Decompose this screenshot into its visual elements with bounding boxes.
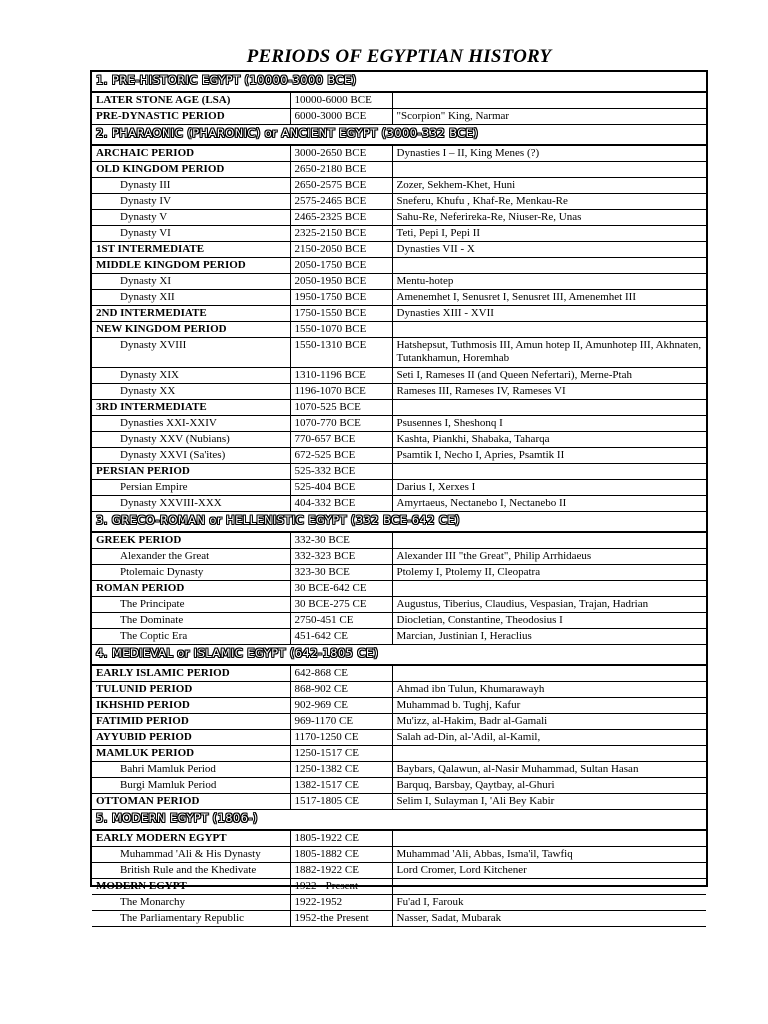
date-range-cell: 404-332 BCE (290, 496, 392, 512)
period-name-cell: EARLY ISLAMIC PERIOD (92, 665, 290, 682)
date-range-cell: 1950-1750 BCE (290, 290, 392, 306)
rulers-cell: Selim I, Sulayman I, 'Ali Bey Kabir (392, 794, 706, 810)
period-name-cell: PERSIAN PERIOD (92, 464, 290, 480)
period-row (92, 714, 706, 730)
period-row (92, 162, 706, 178)
date-range-cell: 1250-1517 CE (290, 746, 392, 762)
date-range-cell: 525-404 BCE (290, 480, 392, 496)
period-row (92, 665, 706, 682)
rulers-cell (392, 746, 706, 762)
date-range-cell: 868-902 CE (290, 682, 392, 698)
period-name-cell: Alexander the Great (92, 549, 290, 565)
rulers-cell: Fu'ad I, Farouk (392, 895, 706, 911)
period-name-cell: MAMLUK PERIOD (92, 746, 290, 762)
date-range-cell: 1750-1550 BCE (290, 306, 392, 322)
date-range-cell: 323-30 BCE (290, 565, 392, 581)
subperiod-row (92, 863, 706, 879)
rulers-cell: Amenemhet I, Senusret I, Senusret III, Amenemhet III (392, 290, 706, 306)
period-name-cell: MODERN EGYPT (92, 879, 290, 895)
date-range-cell: 2050-1950 BCE (290, 274, 392, 290)
period-name-cell: Bahri Mamluk Period (92, 762, 290, 778)
subperiod-row (92, 368, 706, 384)
period-name-cell: Dynasty III (92, 178, 290, 194)
rulers-cell: Kashta, Piankhi, Shabaka, Taharqa (392, 432, 706, 448)
date-range-cell: 1952-the Present (290, 911, 392, 927)
date-range-cell: 672-525 BCE (290, 448, 392, 464)
date-range-cell: 1250-1382 CE (290, 762, 392, 778)
date-range-cell: 525-332 BCE (290, 464, 392, 480)
rulers-cell (392, 400, 706, 416)
rulers-cell: Dynasties I – II, King Menes (?) (392, 145, 706, 162)
period-row (92, 322, 706, 338)
period-row (92, 682, 706, 698)
rulers-cell (392, 532, 706, 549)
rulers-cell: Mentu-hotep (392, 274, 706, 290)
period-name-cell: ARCHAIC PERIOD (92, 145, 290, 162)
period-name-cell: Dynasty V (92, 210, 290, 226)
section-heading: 2. PHARAONIC (PHARONIC) or ANCIENT EGYPT (3000-332 BCE) (92, 125, 706, 146)
rulers-cell: Psamtik I, Necho I, Apries, Psamtik II (392, 448, 706, 464)
period-name-cell: Dynasty XX (92, 384, 290, 400)
subperiod-row (92, 895, 706, 911)
period-name-cell: Muhammad 'Ali & His Dynasty (92, 847, 290, 863)
rulers-cell (392, 162, 706, 178)
section-heading: 4. MEDIEVAL or ISLAMIC EGYPT (642-1805 CE) (92, 645, 706, 666)
subperiod-row (92, 226, 706, 242)
period-row (92, 92, 706, 109)
date-range-cell: 2325-2150 BCE (290, 226, 392, 242)
rulers-cell: Dynasties VII - X (392, 242, 706, 258)
date-range-cell: 1382-1517 CE (290, 778, 392, 794)
subperiod-row (92, 762, 706, 778)
period-row (92, 109, 706, 125)
period-name-cell: TULUNID PERIOD (92, 682, 290, 698)
date-range-cell: 902-969 CE (290, 698, 392, 714)
period-name-cell: NEW KINGDOM PERIOD (92, 322, 290, 338)
period-name-cell: British Rule and the Khedivate (92, 863, 290, 879)
date-range-cell: 2650-2180 BCE (290, 162, 392, 178)
period-row (92, 532, 706, 549)
rulers-cell: Rameses III, Rameses IV, Rameses VI (392, 384, 706, 400)
rulers-cell: Dynasties XIII - XVII (392, 306, 706, 322)
date-range-cell: 1310-1196 BCE (290, 368, 392, 384)
rulers-cell (392, 830, 706, 847)
date-range-cell: 10000-6000 BCE (290, 92, 392, 109)
period-row (92, 730, 706, 746)
rulers-cell: Mu'izz, al-Hakim, Badr al-Gamali (392, 714, 706, 730)
period-name-cell: OLD KINGDOM PERIOD (92, 162, 290, 178)
period-row (92, 464, 706, 480)
date-range-cell: 1805-1922 CE (290, 830, 392, 847)
period-name-cell: Dynasty XII (92, 290, 290, 306)
period-row (92, 242, 706, 258)
subperiod-row (92, 565, 706, 581)
subperiod-row (92, 432, 706, 448)
period-name-cell: EARLY MODERN EGYPT (92, 830, 290, 847)
section-heading: 3. GRECO-ROMAN or HELLENISTIC EGYPT (332 BCE-642 CE) (92, 512, 706, 533)
section-header (92, 810, 706, 831)
period-name-cell: Persian Empire (92, 480, 290, 496)
period-row (92, 581, 706, 597)
date-range-cell: 2050-1750 BCE (290, 258, 392, 274)
period-name-cell: Dynasty XXV (Nubians) (92, 432, 290, 448)
page-title: PERIODS OF EGYPTIAN HISTORY (246, 46, 552, 67)
section-heading: 1. PRE-HISTORIC EGYPT (10000-3000 BCE) (92, 72, 706, 92)
rulers-cell: Diocletian, Constantine, Theodosius I (392, 613, 706, 629)
date-range-cell: 1070-525 BCE (290, 400, 392, 416)
period-row (92, 830, 706, 847)
subperiod-row (92, 448, 706, 464)
period-name-cell: The Parliamentary Republic (92, 911, 290, 927)
rulers-cell (392, 322, 706, 338)
section-header (92, 512, 706, 533)
date-range-cell: 332-323 BCE (290, 549, 392, 565)
date-range-cell: 1805-1882 CE (290, 847, 392, 863)
subperiod-row (92, 210, 706, 226)
date-range-cell: 451-642 CE (290, 629, 392, 645)
period-name-cell: Dynasty XI (92, 274, 290, 290)
history-table-frame (90, 70, 708, 924)
period-name-cell: Dynasty XIX (92, 368, 290, 384)
subperiod-row (92, 178, 706, 194)
date-range-cell: 1882-1922 CE (290, 863, 392, 879)
period-row (92, 258, 706, 274)
subperiod-row (92, 290, 706, 306)
period-name-cell: Dynasty XXVI (Sa'ites) (92, 448, 290, 464)
rulers-cell: Ptolemy I, Ptolemy II, Cleopatra (392, 565, 706, 581)
period-name-cell: Dynasty XVIII (92, 338, 290, 368)
rulers-cell: Muhammad b. Tughj, Kafur (392, 698, 706, 714)
date-range-cell: 1922 - Present (290, 879, 392, 895)
period-row (92, 306, 706, 322)
date-range-cell: 1517-1805 CE (290, 794, 392, 810)
period-name-cell: The Principate (92, 597, 290, 613)
rulers-cell (392, 258, 706, 274)
rulers-cell: Teti, Pepi I, Pepi II (392, 226, 706, 242)
period-name-cell: 1ST INTERMEDIATE (92, 242, 290, 258)
subperiod-row (92, 778, 706, 794)
section-heading: 5. MODERN EGYPT (1806-) (92, 810, 706, 831)
rulers-cell: Seti I, Rameses II (and Queen Nefertari), Merne-Ptah (392, 368, 706, 384)
rulers-cell: Nasser, Sadat, Mubarak (392, 911, 706, 927)
period-name-cell: OTTOMAN PERIOD (92, 794, 290, 810)
period-name-cell: Dynasty XXVIII-XXX (92, 496, 290, 512)
rulers-cell: Muhammad 'Ali, Abbas, Isma'il, Tawfiq (392, 847, 706, 863)
date-range-cell: 1170-1250 CE (290, 730, 392, 746)
date-range-cell: 3000-2650 BCE (290, 145, 392, 162)
period-row (92, 698, 706, 714)
rulers-cell: Augustus, Tiberius, Claudius, Vespasian, Trajan, Hadrian (392, 597, 706, 613)
period-name-cell: AYYUBID PERIOD (92, 730, 290, 746)
period-name-cell: Dynasty IV (92, 194, 290, 210)
rulers-cell: Amyrtaeus, Nectanebo I, Nectanebo II (392, 496, 706, 512)
period-row (92, 746, 706, 762)
date-range-cell: 2465-2325 BCE (290, 210, 392, 226)
period-name-cell: The Coptic Era (92, 629, 290, 645)
period-name-cell: PRE-DYNASTIC PERIOD (92, 109, 290, 125)
period-row (92, 879, 706, 895)
rulers-cell: Barquq, Barsbay, Qaytbay, al-Ghuri (392, 778, 706, 794)
subperiod-row (92, 597, 706, 613)
section-header (92, 645, 706, 666)
subperiod-row (92, 911, 706, 927)
period-name-cell: ROMAN PERIOD (92, 581, 290, 597)
period-name-cell: 2ND INTERMEDIATE (92, 306, 290, 322)
rulers-cell: Psusennes I, Sheshonq I (392, 416, 706, 432)
period-name-cell: LATER STONE AGE (LSA) (92, 92, 290, 109)
rulers-cell: Lord Cromer, Lord Kitchener (392, 863, 706, 879)
date-range-cell: 30 BCE-275 CE (290, 597, 392, 613)
subperiod-row (92, 613, 706, 629)
period-row (92, 794, 706, 810)
subperiod-row (92, 629, 706, 645)
rulers-cell (392, 581, 706, 597)
date-range-cell: 770-657 BCE (290, 432, 392, 448)
period-name-cell: The Dominate (92, 613, 290, 629)
rulers-cell: Sneferu, Khufu , Khaf-Re, Menkau-Re (392, 194, 706, 210)
subperiod-row (92, 549, 706, 565)
date-range-cell: 2750-451 CE (290, 613, 392, 629)
rulers-cell: Sahu-Re, Neferireka-Re, Niuser-Re, Unas (392, 210, 706, 226)
date-range-cell: 1922-1952 (290, 895, 392, 911)
rulers-cell: Darius I, Xerxes I (392, 480, 706, 496)
subperiod-row (92, 194, 706, 210)
subperiod-row (92, 480, 706, 496)
date-range-cell: 1196-1070 BCE (290, 384, 392, 400)
date-range-cell: 2650-2575 BCE (290, 178, 392, 194)
period-name-cell: The Monarchy (92, 895, 290, 911)
date-range-cell: 2150-2050 BCE (290, 242, 392, 258)
rulers-cell: Alexander III "the Great", Philip Arrhidaeus (392, 549, 706, 565)
rulers-cell: "Scorpion" King, Narmar (392, 109, 706, 125)
period-name-cell: Dynasties XXI-XXIV (92, 416, 290, 432)
date-range-cell: 1550-1310 BCE (290, 338, 392, 368)
subperiod-row (92, 384, 706, 400)
subperiod-row (92, 338, 706, 368)
period-name-cell: IKHSHID PERIOD (92, 698, 290, 714)
rulers-cell: Hatshepsut, Tuthmosis III, Amun hotep II, Amunhotep III, Akhnaten, Tutankhamun, Horemhab (392, 338, 706, 368)
period-name-cell: Ptolemaic Dynasty (92, 565, 290, 581)
date-range-cell: 2575-2465 BCE (290, 194, 392, 210)
subperiod-row (92, 274, 706, 290)
section-header (92, 72, 706, 92)
rulers-cell (392, 665, 706, 682)
period-row (92, 400, 706, 416)
period-name-cell: MIDDLE KINGDOM PERIOD (92, 258, 290, 274)
date-range-cell: 332-30 BCE (290, 532, 392, 549)
date-range-cell: 1550-1070 BCE (290, 322, 392, 338)
rulers-cell (392, 464, 706, 480)
rulers-cell (392, 92, 706, 109)
rulers-cell (392, 879, 706, 895)
history-table (92, 72, 706, 927)
subperiod-row (92, 416, 706, 432)
subperiod-row (92, 496, 706, 512)
rulers-cell: Ahmad ibn Tulun, Khumarawayh (392, 682, 706, 698)
history-table-body (92, 72, 706, 927)
date-range-cell: 6000-3000 BCE (290, 109, 392, 125)
rulers-cell: Salah ad-Din, al-'Adil, al-Kamil, (392, 730, 706, 746)
date-range-cell: 642-868 CE (290, 665, 392, 682)
rulers-cell: Marcian, Justinian I, Heraclius (392, 629, 706, 645)
period-name-cell: Dynasty VI (92, 226, 290, 242)
period-name-cell: 3RD INTERMEDIATE (92, 400, 290, 416)
subperiod-row (92, 847, 706, 863)
date-range-cell: 969-1170 CE (290, 714, 392, 730)
period-row (92, 145, 706, 162)
rulers-cell: Baybars, Qalawun, al-Nasir Muhammad, Sultan Hasan (392, 762, 706, 778)
period-name-cell: FATIMID PERIOD (92, 714, 290, 730)
date-range-cell: 1070-770 BCE (290, 416, 392, 432)
date-range-cell: 30 BCE-642 CE (290, 581, 392, 597)
period-name-cell: GREEK PERIOD (92, 532, 290, 549)
period-name-cell: Burgi Mamluk Period (92, 778, 290, 794)
section-header (92, 125, 706, 146)
rulers-cell: Zozer, Sekhem-Khet, Huni (392, 178, 706, 194)
